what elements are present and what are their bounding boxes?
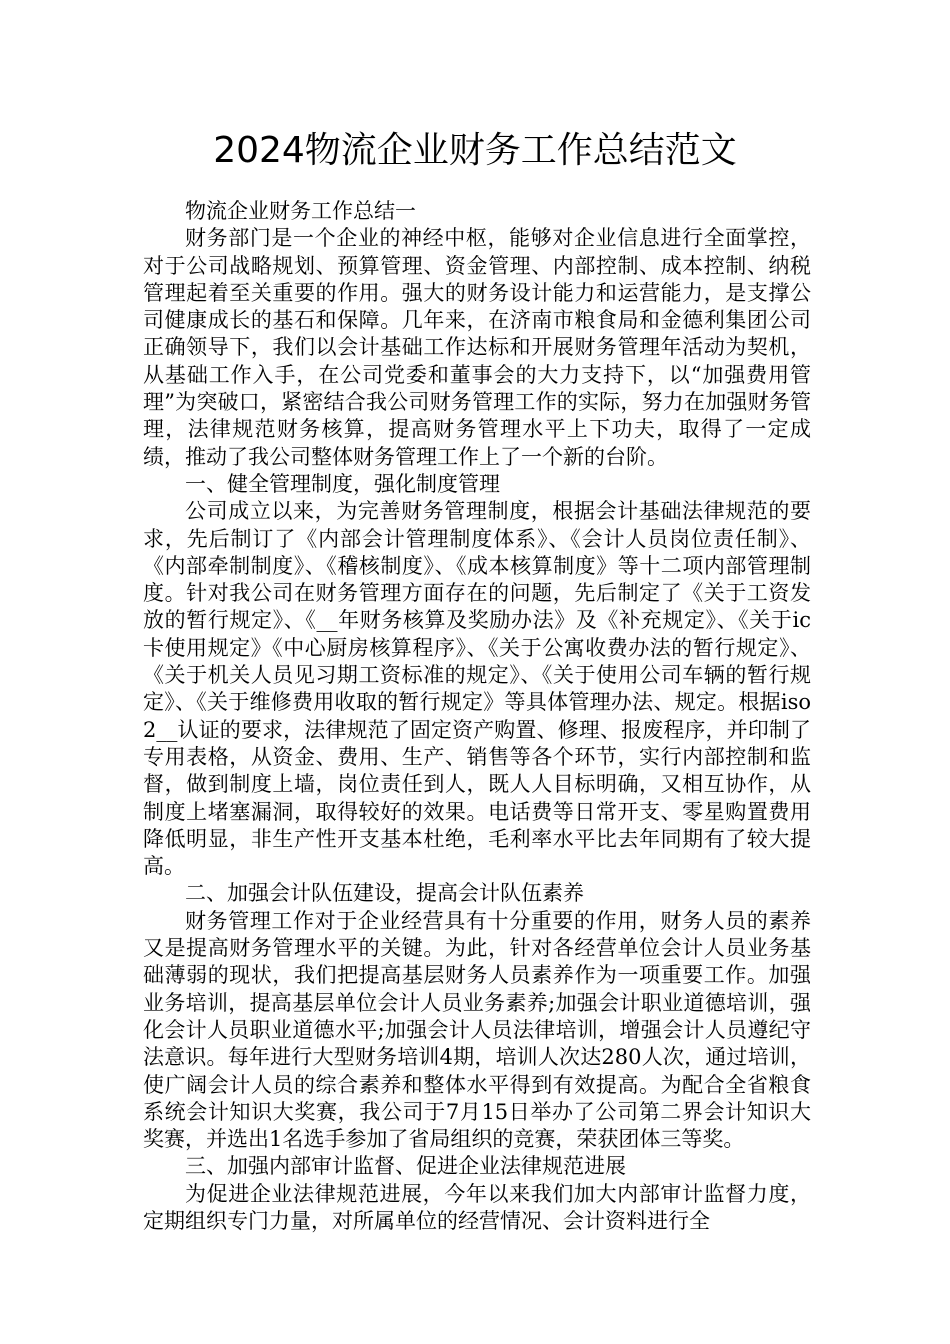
- body-paragraph: 财务管理工作对于企业经营具有十分重要的作用，财务人员的素养又是提高财务管理水平的关键。为此，针对各经营单位会计人员业务基础薄弱的现状，我们把提高基层财务人员素养作为一项重要工作。加强业务培训，提高基层单位会计人员业务素养;加强会计职业道德培训，强化会计人员职业道德水平;加强会计人员法律培训，增强会计人员遵纪守法意识。每年进行大型财务培训4期，培训人次达280人次，通过培训，使广阔会计人员的综合素养和整体水平得到有效提高。为配合全省粮食系统会计知识大奖赛，我公司于7月15日举办了公司第二界会计知识大奖赛，并选出1名选手参加了省局组织的竞赛，荣获团体三等奖。: [143, 908, 811, 1152]
- body-paragraph: 财务部门是一个企业的神经中枢，能够对企业信息进行全面掌控，对于公司战略规划、预算管理、资金管理、内部控制、成本控制、纳税管理起着至关重要的作用。强大的财务设计能力和运营能力，是支撑公司健康成长的基石和保障。几年来，在济南市粮食局和金德利集团公司正确领导下，我们以会计基础工作达标和开展财务管理年活动为契机，从基础工作入手，在公司党委和董事会的大力支持下，以“加强费用管理”为突破口，紧密结合我公司财务管理工作的实际，努力在加强财务管理，法律规范财务核算，提高财务管理水平上下功夫，取得了一定成绩，推动了我公司整体财务管理工作上了一个新的台阶。: [143, 226, 811, 469]
- document-body: [143, 198, 811, 1235]
- body-paragraph: 为促进企业法律规范进展，今年以来我们加大内部审计监督力度，定期组织专门力量，对所属单位的经营情况、会计资料进行全: [143, 1181, 811, 1233]
- body-paragraph: 公司成立以来，为完善财务管理制度，根据会计基础法律规范的要求，先后制订了《内部会计管理制度体系》、《会计人员岗位责任制》、《内部牵制制度》、《稽核制度》、《成本核算制度》等十二项内部管理制度。针对我公司在财务管理方面存在的问题，先后制定了《关于工资发放的暂行规定》、《__年财务核算及奖励办法》及《补充规定》、《关于ic卡使用规定》《中心厨房核算程序》、《关于公寓收费办法的暂行规定》、《关于机关人员见习期工资标准的规定》、《关于使用公司车辆的暂行规定》、《关于维修费用收取的暂行规定》等具体管理办法、规定。根据iso2__认证的要求，法律规范了固定资产购置、修理、报废程序，并印制了专用表格，从资金、费用、生产、销售等各个环节，实行内部控制和监督，做到制度上墙，岗位责任到人，既人人目标明确，又相互协作，从制度上堵塞漏洞，取得较好的效果。电话费等日常开支、零星购置费用降低明显，非生产性开支基本杜绝，毛利率水平比去年同期有了较大提高。: [143, 499, 811, 879]
- section-heading: 三、加强内部审计监督、促进企业法律规范进展: [185, 1154, 626, 1179]
- section-heading: 物流企业财务工作总结一: [185, 199, 416, 223]
- section-heading: 一、健全管理制度，强化制度管理: [185, 471, 500, 496]
- document-title: 2024物流企业财务工作总结范文: [213, 130, 737, 171]
- section-heading: 二、加强会计队伍建设，提高会计队伍素养: [185, 881, 584, 906]
